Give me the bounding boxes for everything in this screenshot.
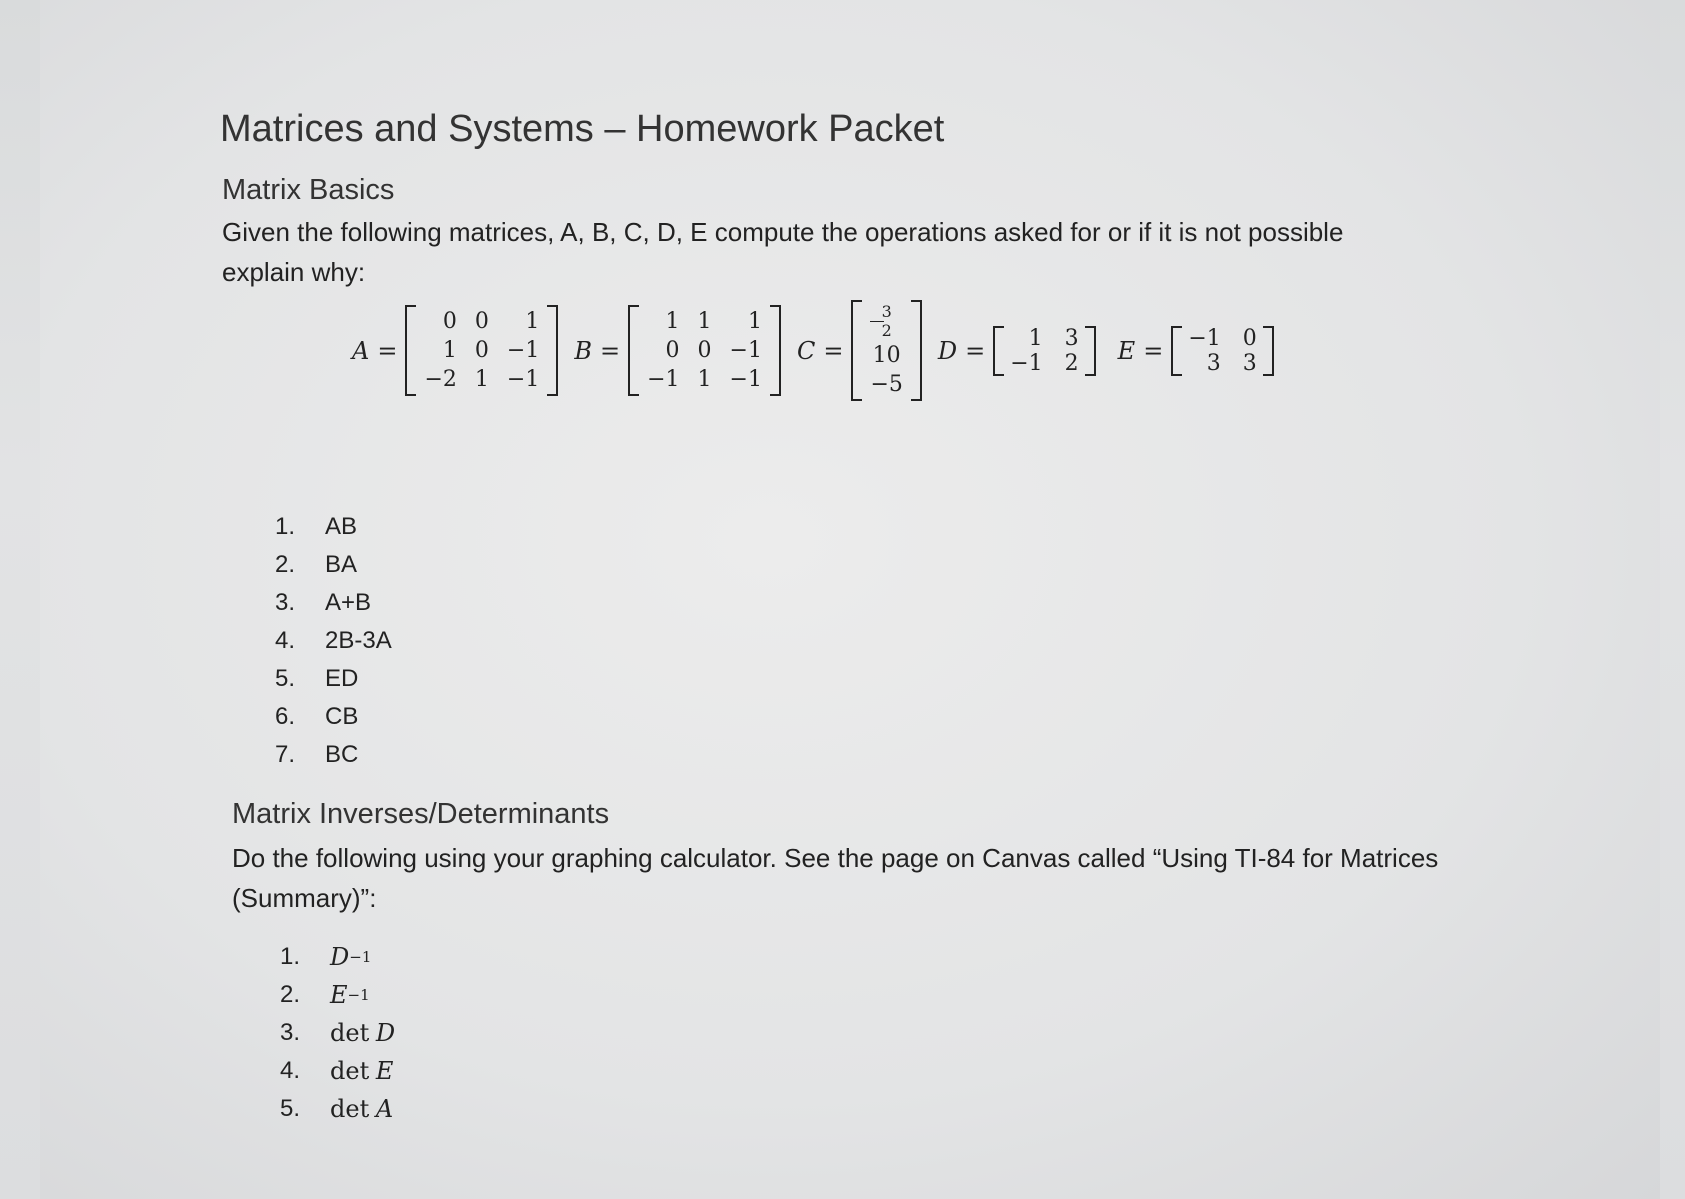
matrix-cell: −2 (424, 367, 457, 392)
list-item (275, 660, 392, 698)
item-number: 4. (275, 627, 296, 654)
list-item (275, 622, 392, 660)
item-text: BC (325, 741, 359, 768)
matrix-a (405, 305, 558, 396)
matrix-cell: 1 (525, 309, 540, 334)
item-text: ED (325, 665, 359, 692)
item-matrix: D (330, 943, 350, 971)
list-item (275, 508, 392, 546)
matrix-cell: 1 (442, 338, 457, 363)
matrix-cell: 1 (697, 367, 712, 392)
item-operator: det (330, 1019, 370, 1047)
matrix-cell: 1 (747, 309, 762, 334)
section-heading-matrix-basics: Matrix Basics (222, 174, 395, 206)
item-matrix: D (375, 1019, 396, 1047)
item-number: 2. (280, 981, 301, 1008)
matrix-cell: 0 (1242, 325, 1257, 351)
matrix-cell: 3 (1206, 350, 1221, 376)
item-number: 5. (280, 1095, 301, 1122)
item-number: 7. (275, 741, 296, 768)
matrix-c (851, 300, 921, 401)
section-heading-inverses-determinants: Matrix Inverses/Determinants (232, 798, 610, 830)
matrix-cell: −1 (506, 338, 540, 363)
item-operator: det (330, 1057, 370, 1085)
item-text: CB (325, 703, 359, 730)
matrix-e (1171, 326, 1273, 376)
matrix-cell: 3 (1242, 350, 1257, 376)
matrix-cell: −1 (1188, 325, 1221, 351)
matrix-cell: 0 (474, 338, 489, 363)
list-item (275, 736, 392, 774)
matrix-cell: 2 (1064, 350, 1079, 376)
item-exponent: −1 (349, 948, 372, 966)
item-matrix: E (375, 1057, 394, 1085)
list-item (280, 1090, 395, 1128)
matrix-cell: −1 (647, 367, 680, 392)
item-operator: det (330, 1095, 370, 1123)
item-matrix: A (375, 1095, 394, 1123)
matrix-cell: 3 (1064, 325, 1079, 351)
item-text: A+B (325, 589, 372, 616)
matrix-cell: −1 (506, 367, 540, 392)
matrix-definitions: A = 0 0 1 1 0 −1 −2 1 −1 B = 1 1 1 0 0 −1 −1 1 −1 C = $\frac{3}{2}$ 10 −5 D = 1 3 −1 2 E = −1 0 3 3 (352, 300, 1274, 401)
matrix-cell: 1 (665, 309, 680, 334)
item-number: 1. (275, 513, 296, 540)
list-item (280, 976, 395, 1014)
calculator-instructions-line-1: Do the following using your graphing calculator. See the page on Canvas called “Using TI-84 for Matrices (232, 843, 1439, 873)
operations-list (275, 508, 392, 774)
matrix-cell: 0 (665, 338, 680, 363)
matrix-cell: −5 (870, 372, 903, 397)
item-number: 6. (275, 703, 296, 730)
list-item (275, 546, 392, 584)
item-number: 3. (280, 1019, 301, 1046)
matrix-d (993, 326, 1095, 376)
matrix-cell: 1 (1028, 325, 1043, 351)
matrix-cell: 0 (697, 338, 712, 363)
item-number: 3. (275, 589, 296, 616)
matrix-cell: 1 (474, 367, 489, 392)
matrix-cell-fraction (870, 304, 902, 339)
matrix-cell: −1 (729, 338, 762, 363)
matrix-cell: −1 (729, 367, 762, 392)
list-item (275, 584, 392, 622)
calculator-instructions-line-2: (Summary)”: (232, 883, 377, 913)
matrix-cell: 0 (474, 309, 489, 334)
item-exponent: −1 (347, 986, 370, 1004)
matrix-d-label: D (937, 336, 958, 365)
fraction-denominator: 2 (881, 321, 892, 340)
item-matrix: E (330, 981, 348, 1009)
instructions-line-2: explain why: (222, 257, 366, 287)
list-item (275, 698, 392, 736)
instructions-line-1: Given the following matrices, A, B, C, D, E compute the operations asked for or if it is not possible (222, 217, 1344, 247)
list-item (280, 938, 395, 976)
item-number: 5. (275, 665, 296, 692)
matrix-c-label: C (796, 336, 816, 365)
item-number: 2. (275, 551, 296, 578)
matrix-e-label: E (1117, 336, 1136, 365)
matrix-cell: 0 (442, 309, 457, 334)
item-number: 4. (280, 1057, 301, 1084)
item-text: AB (325, 513, 358, 540)
matrix-a-label: A (352, 336, 370, 365)
fraction-numerator: 3 (881, 302, 892, 321)
calculator-tasks-list (280, 938, 395, 1128)
item-text: 2B-3A (325, 627, 392, 654)
matrix-cell: 10 (872, 343, 901, 368)
matrix-b-label: B (574, 336, 592, 365)
matrix-b (628, 305, 781, 396)
item-text: BA (325, 551, 358, 578)
matrix-cell: 1 (697, 309, 712, 334)
list-item (280, 1014, 395, 1052)
list-item (280, 1052, 395, 1090)
matrix-cell: −1 (1010, 350, 1043, 376)
page-title: Matrices and Systems – Homework Packet (220, 108, 945, 150)
item-number: 1. (280, 943, 301, 970)
